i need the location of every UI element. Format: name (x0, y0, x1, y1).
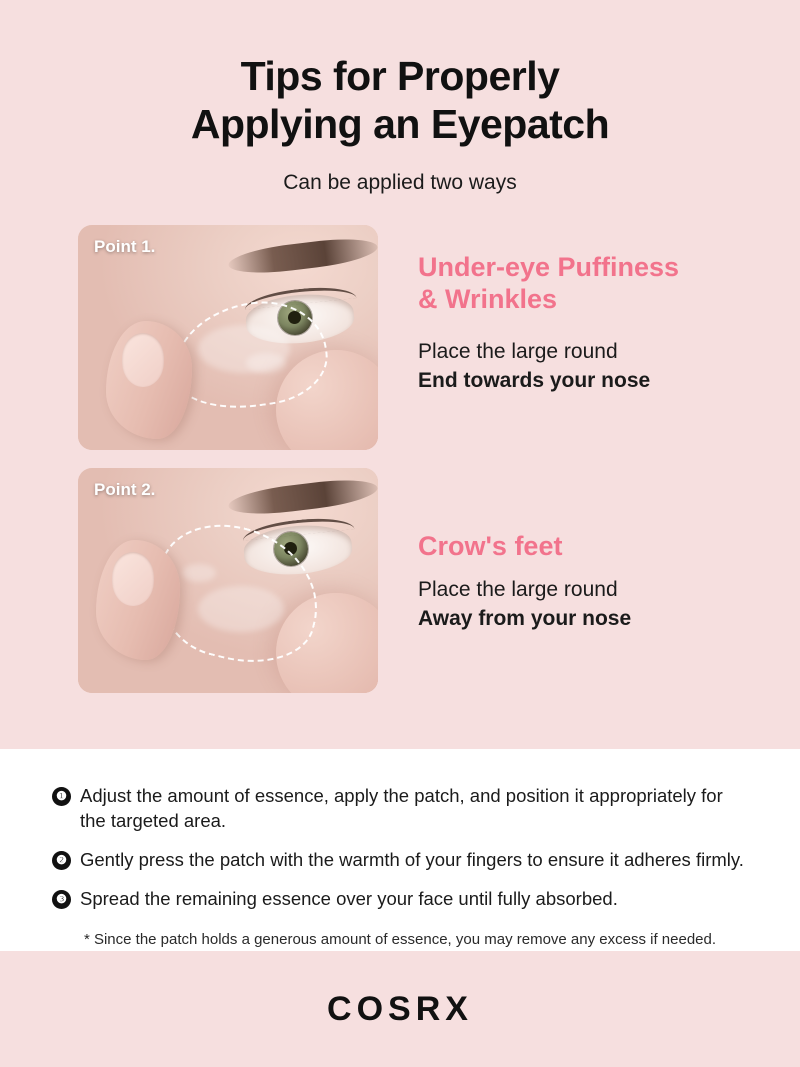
step-3-number: ❸ (52, 890, 71, 909)
point-2-photo (78, 468, 378, 693)
point-1-heading-line-2: & Wrinkles (418, 284, 558, 315)
point-2-body-bold: Away from your nose (418, 607, 632, 631)
step-item (52, 783, 748, 833)
point-1-body (418, 338, 679, 396)
patch-sheen (246, 353, 286, 373)
point-1-body-normal: Place the large round (418, 339, 618, 363)
point-2-badge: Point 2. (94, 479, 156, 499)
footnote: * Since the patch holds a generous amount of essence, you may remove any excess if needed. (83, 931, 717, 949)
patch-sheen (198, 586, 284, 632)
title-line-2: Applying an Eyepatch (190, 101, 610, 148)
step-1-number: ❶ (52, 787, 71, 806)
point-1-heading-line-1: Under-eye Puffiness (418, 251, 680, 282)
point-2-heading-line-1: Crow's feet (418, 530, 563, 561)
point-1-photo (78, 225, 378, 450)
points-list (0, 225, 800, 693)
point-2-heading (418, 530, 631, 562)
step-1-text: Adjust the amount of essence, apply the patch, and position it appropriately for the targeted area. (80, 784, 723, 831)
point-2-text (378, 468, 631, 634)
point-row-1 (78, 225, 730, 450)
step-2-text: Gently press the patch with the warmth of your fingers to ensure it adheres firmly. (80, 849, 744, 871)
point-1-text (378, 225, 679, 396)
point-2-body (418, 576, 631, 634)
steps-section (0, 749, 800, 951)
point-1-badge: Point 1. (94, 236, 156, 256)
step-item (52, 886, 748, 911)
point-2-body-normal: Place the large round (418, 578, 618, 602)
page-title (40, 52, 760, 149)
point-1-body-bold: End towards your nose (418, 368, 651, 392)
point-1-heading (418, 251, 679, 316)
patch-sheen (182, 564, 216, 582)
step-2-number: ❷ (52, 851, 71, 870)
step-3-text: Spread the remaining essence over your face until fully absorbed. (80, 888, 618, 910)
brand-logo: COSRX (327, 989, 473, 1028)
page-subtitle: Can be applied two ways (283, 170, 517, 194)
fingernail-illustration (112, 552, 154, 606)
fingernail-illustration (122, 333, 164, 387)
brand-bar (0, 951, 800, 1067)
step-item (52, 847, 748, 872)
title-line-1: Tips for Properly (240, 53, 560, 99)
point-row-2 (78, 468, 730, 693)
